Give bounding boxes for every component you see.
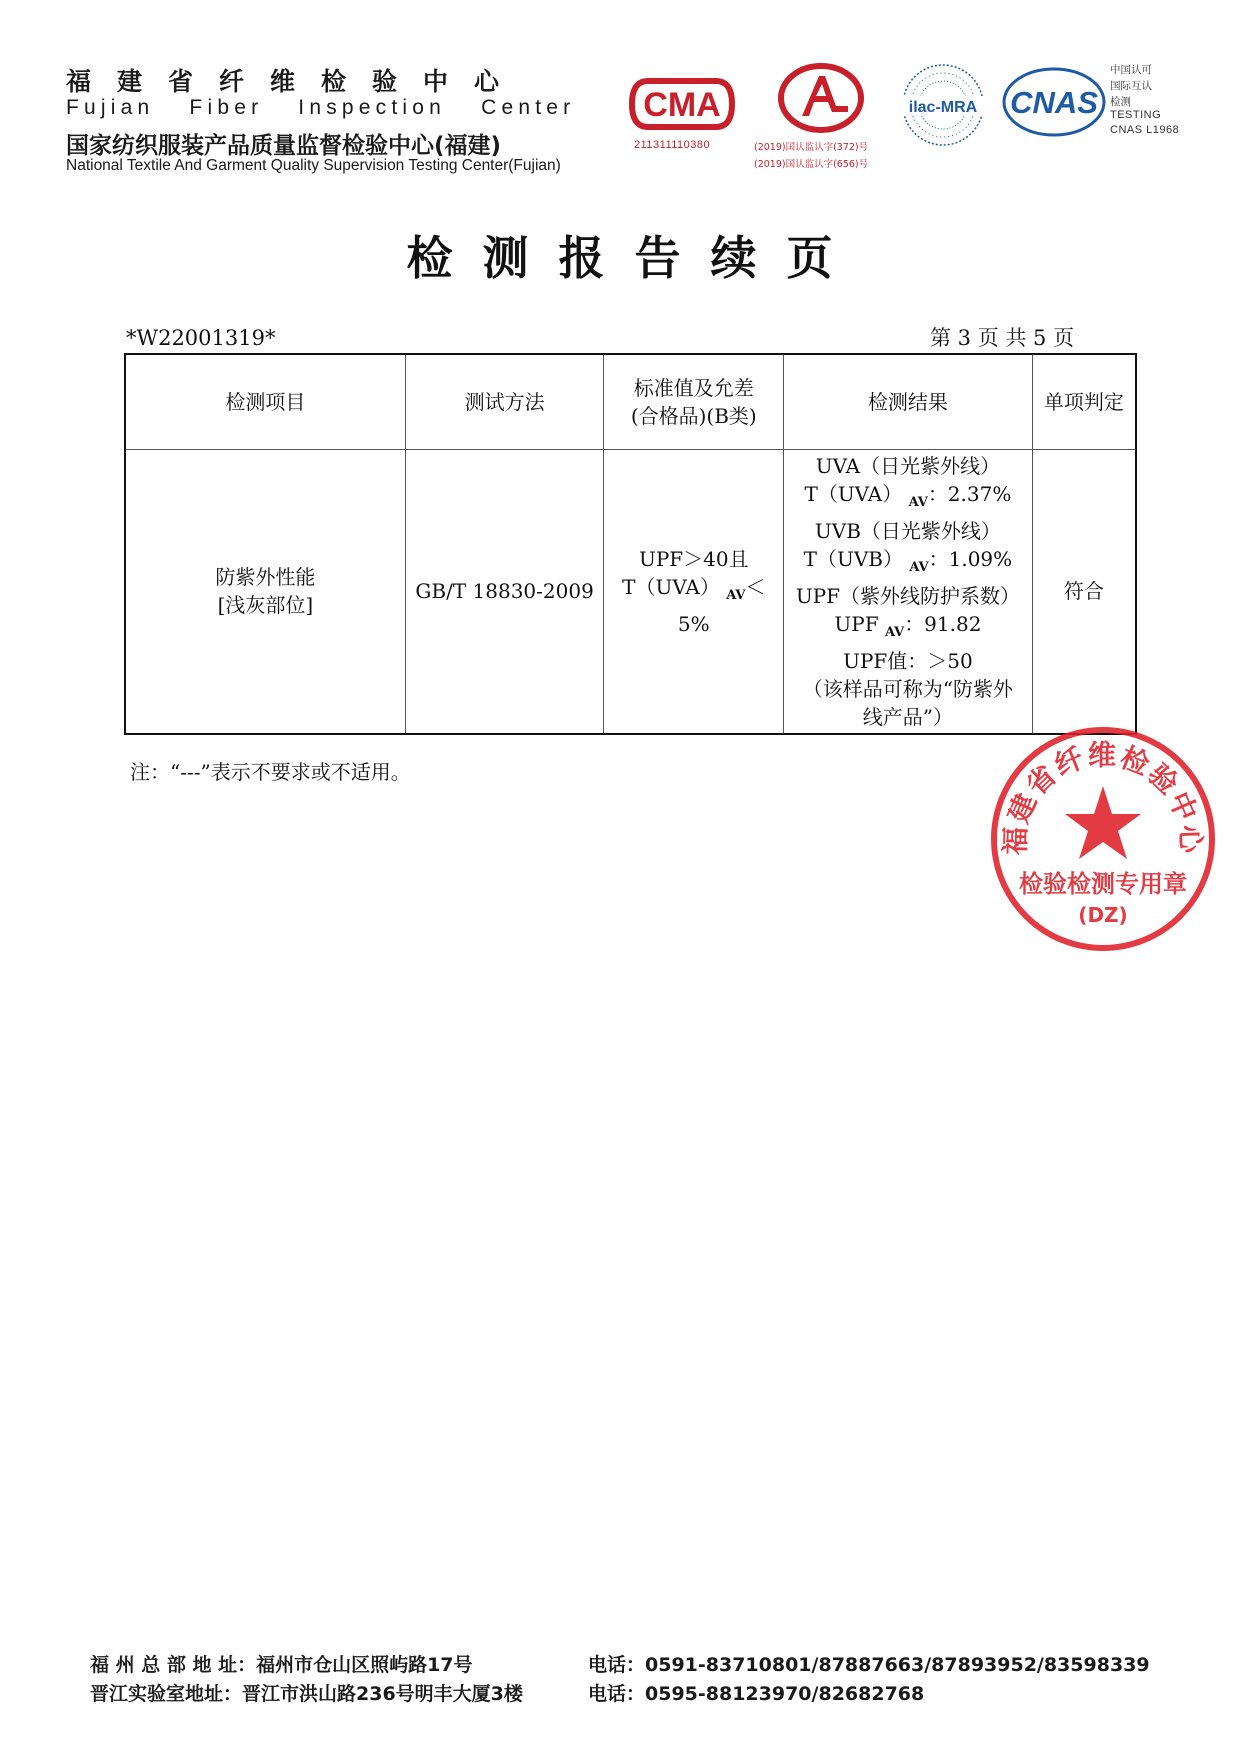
- cnas-line-1: 中国认可: [1110, 64, 1152, 76]
- org-name-cn: 福建省纤维检验中心: [66, 67, 526, 96]
- uva-transmittance: T（UVA） $_{AV}$：2.37%: [804, 481, 1012, 510]
- footer-hq-phone: 电话：0591-83710801/87887663/87893952/83598339: [588, 1654, 1150, 1676]
- cell-standard: [604, 449, 784, 734]
- cnas-logo-icon: [1002, 67, 1106, 141]
- upf-av-value: ：91.82: [904, 611, 982, 636]
- header-judgement: 单项判定: [1032, 354, 1136, 449]
- page-info: 第 3 页 共 5 页: [930, 326, 1075, 350]
- uvb-transmittance: T（UVB） $_{AV}$：1.09%: [803, 546, 1013, 575]
- seal-arc-text: 福建省纤维检验中心: [998, 738, 1208, 856]
- cell-test-result: [784, 449, 1033, 734]
- cma-logo-icon: [626, 73, 738, 139]
- seal-line-2: (DZ): [1078, 903, 1128, 927]
- standard-t-uva: T（UVA）: [622, 574, 720, 599]
- cma-logo-text: CMA: [643, 86, 721, 124]
- header-standard-line1: 标准值及允差: [633, 375, 754, 400]
- cnas-line-2: 国际互认: [1110, 80, 1152, 92]
- header-test-method: 测试方法: [405, 354, 604, 449]
- report-title: 检测报告续页: [406, 231, 863, 285]
- ilac-mra-logo-icon: [896, 62, 990, 152]
- footer-lab-phone: 电话：0595-88123970/82682768: [588, 1683, 925, 1705]
- cma-code: 211311110380: [634, 139, 711, 151]
- cnas-logo-text: CNAS: [1010, 85, 1098, 120]
- cal-logo-icon: [776, 62, 866, 138]
- national-center-cn: 国家纺织服装产品质量监督检验中心(福建): [66, 133, 502, 159]
- results-table: [124, 353, 1137, 735]
- ilac-logo-text: ilac-MRA: [908, 99, 978, 116]
- upf-title: UPF（紫外线防护系数）: [795, 583, 1021, 608]
- header-standard: [604, 354, 784, 449]
- standard-av-subscript: AV: [726, 587, 746, 603]
- item-line-2: [浅灰部位]: [217, 593, 314, 618]
- cell-test-item: [125, 449, 405, 734]
- uvb-title: UVB（日光紫外线）: [814, 518, 1001, 543]
- standard-line-1: UPF＞40且: [638, 546, 749, 571]
- cnas-line-4: TESTING: [1110, 109, 1162, 121]
- seal-line-1: 检验检测专用章: [1019, 870, 1187, 898]
- upf-av-subscript: AV: [884, 624, 905, 640]
- standard-limit: ＜5%: [677, 574, 766, 636]
- cnas-line-3: 检测: [1110, 96, 1131, 108]
- header-test-result: 检测结果: [784, 354, 1033, 449]
- report-id: *W22001319*: [126, 326, 276, 350]
- uvb-value: ：1.09%: [928, 546, 1013, 571]
- upf-average: UPF $_{AV}$：91.82: [834, 611, 982, 640]
- uva-title: UVA（日光紫外线）: [815, 453, 1001, 478]
- claim-line-2: 线产品”）: [862, 704, 954, 729]
- red-star-seal-icon: [988, 724, 1218, 958]
- uva-value: ：2.37%: [927, 481, 1012, 506]
- org-name-en: Fujian Fiber Inspection Center: [66, 96, 576, 119]
- upf-value: UPF值：＞50: [843, 648, 973, 673]
- header-standard-line2: (合格品)(B类): [630, 403, 757, 428]
- footer-lab-address: 晋江实验室地址：晋江市洪山路236号明丰大厦3楼: [90, 1683, 523, 1705]
- item-line-1: 防紫外性能: [215, 565, 316, 590]
- cell-judgement: 符合: [1032, 449, 1136, 734]
- table-header-row: [125, 354, 1136, 449]
- cal-code-2: (2019)国认监认字(656)号: [754, 159, 869, 170]
- uva-av-subscript: AV: [908, 494, 928, 510]
- uvb-av-subscript: AV: [909, 559, 929, 575]
- table-row: [125, 449, 1136, 734]
- claim-line-1: （该样品可称为“防紫外: [802, 676, 1014, 701]
- national-center-en: National Textile And Garment Quality Supervision Testing Center(Fujian): [66, 157, 561, 174]
- cnas-line-5: CNAS L1968: [1110, 124, 1180, 136]
- table-note: 注：“---”表示不要求或不适用。: [130, 760, 411, 784]
- cal-code-1: (2019)国认监认字(372)号: [754, 142, 869, 153]
- header-test-item: 检测项目: [125, 354, 405, 449]
- standard-line-2: [608, 573, 779, 638]
- footer-hq-address: 福 州 总 部 地 址：福州市仓山区照屿路17号: [90, 1654, 473, 1676]
- cell-test-method: GB/T 18830-2009: [405, 449, 604, 734]
